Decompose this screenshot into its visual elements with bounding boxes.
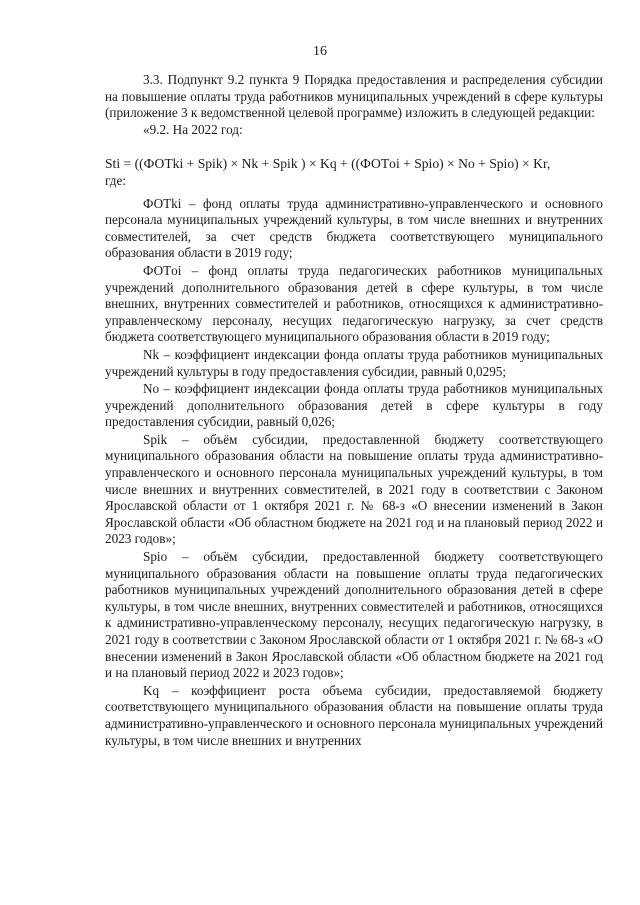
definition-nk: Nk – коэффициент индексации фонда оплаты труда работников муниципальных учреждений культуры в году предоставления субсидии, равный 0,0295; (105, 346, 603, 379)
document-body (105, 72, 603, 749)
intro-paragraph: 3.3. Подпункт 9.2 пункта 9 Порядка предоставления и распределения субсидии на повышение оплаты труда работников муниципальных учреждений в сфере культуры (приложение 3 к ведомственной целевой программе) изложить в следующей редакции: (105, 72, 603, 121)
definition-spik: Spik – объём субсидии, предоставленной бюджету соответствующего муниципального образования области на повышение оплаты труда административно-управленческого и основного персонала муниципальных учреждений культуры, в том числе внешних и внутренних совместителей, в 2021 году в соответствии с Законом Ярославской области от 1 октября 2021 г. № 68-з «О внесении изменений в Закон Ярославской области «Об областном бюджете на 2021 год и на плановый период 2022 и 2023 годов»; (105, 431, 603, 547)
formula: Sti = ((ФОТki + Spik) × Nk + Spik ) × Kq + ((ФОТoi + Spio) × No + Spio) × Kr, (105, 156, 551, 172)
definition-fot-oi: ФОТoi – фонд оплаты труда педагогических работников муниципальных учреждений дополнительного образования детей в сфере культуры, в том числе внешних, внутренних совместителей и работников, относящихся к административно-управленческому персоналу, несущих педагогическую нагрузку, за счет средств бюджета соответствующего муниципального образования области в 2019 году; (105, 262, 603, 345)
subheading: «9.2. На 2022 год: (143, 121, 243, 137)
definition-fot-ki: ФОТki – фонд оплаты труда административно-управленческого и основного персонала муниципальных учреждений культуры, в том числе внешних и внутренних совместителей, за счет средств бюджета соответствующего муниципального образования области в 2019 году; (105, 195, 603, 261)
page-number: 16 (313, 44, 327, 59)
definition-spio: Spio – объём субсидии, предоставленной бюджету соответствующего муниципального образования области на повышение оплаты труда педагогических работников муниципальных учреждений дополнительного образования детей в сфере культуры, в том числе внешних, внутренних совместителей и работников, относящихся к административно-управленческому персоналу, несущих педагогическую нагрузку, в 2021 году в соответствии с Законом Ярославской области от 1 октября 2021 г. № 68-з «О внесении изменений в Закон Ярославской области «Об областном бюджете на 2021 год и на плановый период 2022 и 2023 годов»; (105, 549, 603, 681)
definition-kq: Kq – коэффициент роста объема субсидии, предоставляемой бюджету соответствующего муниципального образования области на повышение оплаты труда административно-управленческого и основного персонала муниципальных учреждений культуры, в том числе внешних и внутренних (105, 682, 603, 748)
definition-no: No – коэффициент индексации фонда оплаты труда работников муниципальных учреждений дополнительного образования детей в сфере культуры в году предоставления субсидии, равный 0,026; (105, 381, 603, 430)
where-label: где: (105, 172, 126, 188)
